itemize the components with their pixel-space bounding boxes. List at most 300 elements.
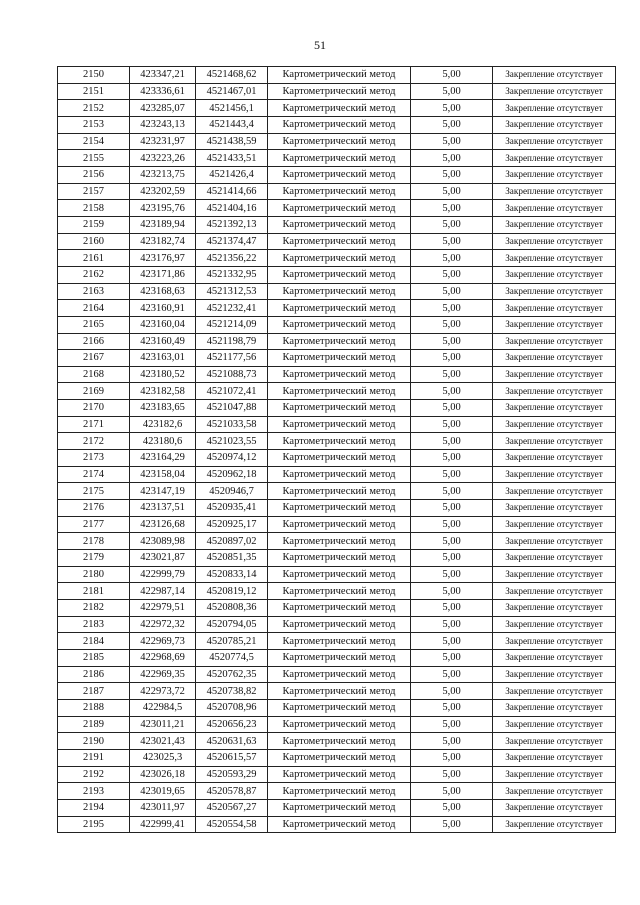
fixing-description-cell: Закрепление отсутствует <box>493 200 616 217</box>
x-coordinate-cell: 423021,43 <box>130 733 196 750</box>
x-coordinate-cell: 422973,72 <box>130 683 196 700</box>
fixing-description-cell: Закрепление отсутствует <box>493 483 616 500</box>
table-row <box>58 183 616 200</box>
fixing-description-cell: Закрепление отсутствует <box>493 799 616 816</box>
y-coordinate-cell: 4520925,17 <box>196 516 268 533</box>
y-coordinate-cell: 4520785,21 <box>196 633 268 650</box>
fixing-description-cell: Закрепление отсутствует <box>493 383 616 400</box>
method-cell: Картометрический метод <box>268 116 411 133</box>
table-row <box>58 450 616 467</box>
method-cell: Картометрический метод <box>268 766 411 783</box>
x-coordinate-cell: 423163,01 <box>130 350 196 367</box>
accuracy-cell: 5,00 <box>411 400 493 417</box>
y-coordinate-cell: 4520774,5 <box>196 649 268 666</box>
accuracy-cell: 5,00 <box>411 200 493 217</box>
table-row <box>58 533 616 550</box>
point-number-cell: 2152 <box>58 100 130 117</box>
table-row <box>58 433 616 450</box>
point-number-cell: 2157 <box>58 183 130 200</box>
x-coordinate-cell: 423347,21 <box>130 67 196 84</box>
x-coordinate-cell: 423158,04 <box>130 466 196 483</box>
point-number-cell: 2177 <box>58 516 130 533</box>
accuracy-cell: 5,00 <box>411 250 493 267</box>
method-cell: Картометрический метод <box>268 666 411 683</box>
method-cell: Картометрический метод <box>268 500 411 517</box>
x-coordinate-cell: 423019,65 <box>130 783 196 800</box>
fixing-description-cell: Закрепление отсутствует <box>493 216 616 233</box>
point-number-cell: 2162 <box>58 266 130 283</box>
accuracy-cell: 5,00 <box>411 799 493 816</box>
x-coordinate-cell: 423025,3 <box>130 749 196 766</box>
y-coordinate-cell: 4520946,7 <box>196 483 268 500</box>
method-cell: Картометрический метод <box>268 150 411 167</box>
y-coordinate-cell: 4521023,55 <box>196 433 268 450</box>
point-number-cell: 2151 <box>58 83 130 100</box>
accuracy-cell: 5,00 <box>411 483 493 500</box>
point-number-cell: 2191 <box>58 749 130 766</box>
y-coordinate-cell: 4521443,4 <box>196 116 268 133</box>
fixing-description-cell: Закрепление отсутствует <box>493 416 616 433</box>
table-row <box>58 550 616 567</box>
fixing-description-cell: Закрепление отсутствует <box>493 649 616 666</box>
accuracy-cell: 5,00 <box>411 649 493 666</box>
table-row <box>58 699 616 716</box>
y-coordinate-cell: 4520819,12 <box>196 583 268 600</box>
fixing-description-cell: Закрепление отсутствует <box>493 333 616 350</box>
x-coordinate-cell: 422979,51 <box>130 600 196 617</box>
table-row <box>58 466 616 483</box>
fixing-description-cell: Закрепление отсутствует <box>493 83 616 100</box>
accuracy-cell: 5,00 <box>411 216 493 233</box>
table-row <box>58 616 616 633</box>
x-coordinate-cell: 422987,14 <box>130 583 196 600</box>
y-coordinate-cell: 4520974,12 <box>196 450 268 467</box>
y-coordinate-cell: 4521332,95 <box>196 266 268 283</box>
method-cell: Картометрический метод <box>268 550 411 567</box>
fixing-description-cell: Закрепление отсутствует <box>493 699 616 716</box>
table-row <box>58 166 616 183</box>
accuracy-cell: 5,00 <box>411 100 493 117</box>
point-number-cell: 2168 <box>58 366 130 383</box>
y-coordinate-cell: 4520851,35 <box>196 550 268 567</box>
point-number-cell: 2187 <box>58 683 130 700</box>
y-coordinate-cell: 4521033,58 <box>196 416 268 433</box>
accuracy-cell: 5,00 <box>411 266 493 283</box>
table-row <box>58 799 616 816</box>
x-coordinate-cell: 423171,86 <box>130 266 196 283</box>
y-coordinate-cell: 4520567,27 <box>196 799 268 816</box>
fixing-description-cell: Закрепление отсутствует <box>493 166 616 183</box>
x-coordinate-cell: 423021,87 <box>130 550 196 567</box>
table-row <box>58 83 616 100</box>
point-number-cell: 2171 <box>58 416 130 433</box>
table-row <box>58 783 616 800</box>
table-row <box>58 233 616 250</box>
method-cell: Картометрический метод <box>268 649 411 666</box>
method-cell: Картометрический метод <box>268 483 411 500</box>
method-cell: Картометрический метод <box>268 799 411 816</box>
point-number-cell: 2181 <box>58 583 130 600</box>
x-coordinate-cell: 422972,32 <box>130 616 196 633</box>
fixing-description-cell: Закрепление отсутствует <box>493 433 616 450</box>
x-coordinate-cell: 423137,51 <box>130 500 196 517</box>
method-cell: Картометрический метод <box>268 300 411 317</box>
x-coordinate-cell: 423182,6 <box>130 416 196 433</box>
table-row <box>58 766 616 783</box>
table-row <box>58 566 616 583</box>
table-row <box>58 67 616 84</box>
y-coordinate-cell: 4521198,79 <box>196 333 268 350</box>
method-cell: Картометрический метод <box>268 816 411 833</box>
method-cell: Картометрический метод <box>268 600 411 617</box>
fixing-description-cell: Закрепление отсутствует <box>493 600 616 617</box>
x-coordinate-cell: 422999,41 <box>130 816 196 833</box>
point-number-cell: 2190 <box>58 733 130 750</box>
fixing-description-cell: Закрепление отсутствует <box>493 749 616 766</box>
y-coordinate-cell: 4520593,29 <box>196 766 268 783</box>
accuracy-cell: 5,00 <box>411 783 493 800</box>
accuracy-cell: 5,00 <box>411 150 493 167</box>
table-row <box>58 416 616 433</box>
method-cell: Картометрический метод <box>268 683 411 700</box>
x-coordinate-cell: 422969,73 <box>130 633 196 650</box>
fixing-description-cell: Закрепление отсутствует <box>493 683 616 700</box>
method-cell: Картометрический метод <box>268 350 411 367</box>
accuracy-cell: 5,00 <box>411 716 493 733</box>
table-row <box>58 100 616 117</box>
x-coordinate-cell: 423126,68 <box>130 516 196 533</box>
fixing-description-cell: Закрепление отсутствует <box>493 233 616 250</box>
table-row <box>58 749 616 766</box>
x-coordinate-cell: 423213,75 <box>130 166 196 183</box>
y-coordinate-cell: 4521214,09 <box>196 316 268 333</box>
accuracy-cell: 5,00 <box>411 533 493 550</box>
point-number-cell: 2153 <box>58 116 130 133</box>
method-cell: Картометрический метод <box>268 716 411 733</box>
x-coordinate-cell: 423336,61 <box>130 83 196 100</box>
point-number-cell: 2174 <box>58 466 130 483</box>
y-coordinate-cell: 4521392,13 <box>196 216 268 233</box>
table-row <box>58 649 616 666</box>
fixing-description-cell: Закрепление отсутствует <box>493 783 616 800</box>
x-coordinate-cell: 423147,19 <box>130 483 196 500</box>
point-number-cell: 2170 <box>58 400 130 417</box>
x-coordinate-cell: 422969,35 <box>130 666 196 683</box>
method-cell: Картометрический метод <box>268 333 411 350</box>
y-coordinate-cell: 4520935,41 <box>196 500 268 517</box>
y-coordinate-cell: 4520554,58 <box>196 816 268 833</box>
y-coordinate-cell: 4521467,01 <box>196 83 268 100</box>
method-cell: Картометрический метод <box>268 433 411 450</box>
point-number-cell: 2163 <box>58 283 130 300</box>
accuracy-cell: 5,00 <box>411 83 493 100</box>
accuracy-cell: 5,00 <box>411 633 493 650</box>
method-cell: Картометрический метод <box>268 216 411 233</box>
y-coordinate-cell: 4521438,59 <box>196 133 268 150</box>
x-coordinate-cell: 423180,52 <box>130 366 196 383</box>
x-coordinate-cell: 423176,97 <box>130 250 196 267</box>
accuracy-cell: 5,00 <box>411 416 493 433</box>
method-cell: Картометрический метод <box>268 67 411 84</box>
method-cell: Картометрический метод <box>268 516 411 533</box>
method-cell: Картометрический метод <box>268 166 411 183</box>
fixing-description-cell: Закрепление отсутствует <box>493 300 616 317</box>
accuracy-cell: 5,00 <box>411 383 493 400</box>
method-cell: Картометрический метод <box>268 566 411 583</box>
method-cell: Картометрический метод <box>268 83 411 100</box>
method-cell: Картометрический метод <box>268 183 411 200</box>
y-coordinate-cell: 4521232,41 <box>196 300 268 317</box>
accuracy-cell: 5,00 <box>411 583 493 600</box>
fixing-description-cell: Закрепление отсутствует <box>493 350 616 367</box>
point-number-cell: 2160 <box>58 233 130 250</box>
point-number-cell: 2186 <box>58 666 130 683</box>
accuracy-cell: 5,00 <box>411 500 493 517</box>
accuracy-cell: 5,00 <box>411 366 493 383</box>
point-number-cell: 2166 <box>58 333 130 350</box>
method-cell: Картометрический метод <box>268 133 411 150</box>
point-number-cell: 2172 <box>58 433 130 450</box>
fixing-description-cell: Закрепление отсутствует <box>493 133 616 150</box>
y-coordinate-cell: 4520962,18 <box>196 466 268 483</box>
accuracy-cell: 5,00 <box>411 283 493 300</box>
table-row <box>58 600 616 617</box>
accuracy-cell: 5,00 <box>411 666 493 683</box>
method-cell: Картометрический метод <box>268 749 411 766</box>
fixing-description-cell: Закрепление отсутствует <box>493 450 616 467</box>
point-number-cell: 2155 <box>58 150 130 167</box>
point-number-cell: 2179 <box>58 550 130 567</box>
method-cell: Картометрический метод <box>268 633 411 650</box>
table-row <box>58 200 616 217</box>
point-number-cell: 2182 <box>58 600 130 617</box>
accuracy-cell: 5,00 <box>411 316 493 333</box>
method-cell: Картометрический метод <box>268 283 411 300</box>
page-number: 51 <box>314 38 326 52</box>
x-coordinate-cell: 423089,98 <box>130 533 196 550</box>
point-number-cell: 2189 <box>58 716 130 733</box>
y-coordinate-cell: 4520656,23 <box>196 716 268 733</box>
fixing-description-cell: Закрепление отсутствует <box>493 616 616 633</box>
fixing-description-cell: Закрепление отсутствует <box>493 150 616 167</box>
accuracy-cell: 5,00 <box>411 133 493 150</box>
point-number-cell: 2175 <box>58 483 130 500</box>
point-number-cell: 2159 <box>58 216 130 233</box>
point-number-cell: 2183 <box>58 616 130 633</box>
accuracy-cell: 5,00 <box>411 433 493 450</box>
point-number-cell: 2178 <box>58 533 130 550</box>
x-coordinate-cell: 423195,76 <box>130 200 196 217</box>
x-coordinate-cell: 423160,91 <box>130 300 196 317</box>
accuracy-cell: 5,00 <box>411 516 493 533</box>
table-row <box>58 333 616 350</box>
fixing-description-cell: Закрепление отсутствует <box>493 316 616 333</box>
x-coordinate-cell: 423243,13 <box>130 116 196 133</box>
y-coordinate-cell: 4521404,16 <box>196 200 268 217</box>
fixing-description-cell: Закрепление отсутствует <box>493 516 616 533</box>
method-cell: Картометрический метод <box>268 316 411 333</box>
y-coordinate-cell: 4521088,73 <box>196 366 268 383</box>
table-row <box>58 683 616 700</box>
table-row <box>58 400 616 417</box>
y-coordinate-cell: 4521356,22 <box>196 250 268 267</box>
accuracy-cell: 5,00 <box>411 699 493 716</box>
table-row <box>58 116 616 133</box>
table-row <box>58 300 616 317</box>
y-coordinate-cell: 4520738,82 <box>196 683 268 700</box>
fixing-description-cell: Закрепление отсутствует <box>493 366 616 383</box>
table-row <box>58 366 616 383</box>
x-coordinate-cell: 423160,49 <box>130 333 196 350</box>
y-coordinate-cell: 4520762,35 <box>196 666 268 683</box>
x-coordinate-cell: 423160,04 <box>130 316 196 333</box>
fixing-description-cell: Закрепление отсутствует <box>493 550 616 567</box>
point-number-cell: 2158 <box>58 200 130 217</box>
fixing-description-cell: Закрепление отсутствует <box>493 67 616 84</box>
point-number-cell: 2156 <box>58 166 130 183</box>
method-cell: Картометрический метод <box>268 250 411 267</box>
accuracy-cell: 5,00 <box>411 550 493 567</box>
fixing-description-cell: Закрепление отсутствует <box>493 666 616 683</box>
point-number-cell: 2164 <box>58 300 130 317</box>
method-cell: Картометрический метод <box>268 200 411 217</box>
y-coordinate-cell: 4521072,41 <box>196 383 268 400</box>
x-coordinate-cell: 422984,5 <box>130 699 196 716</box>
accuracy-cell: 5,00 <box>411 350 493 367</box>
fixing-description-cell: Закрепление отсутствует <box>493 266 616 283</box>
point-number-cell: 2154 <box>58 133 130 150</box>
table-row <box>58 133 616 150</box>
x-coordinate-cell: 423182,74 <box>130 233 196 250</box>
table-row <box>58 583 616 600</box>
accuracy-cell: 5,00 <box>411 466 493 483</box>
method-cell: Картометрический метод <box>268 616 411 633</box>
accuracy-cell: 5,00 <box>411 566 493 583</box>
fixing-description-cell: Закрепление отсутствует <box>493 816 616 833</box>
y-coordinate-cell: 4520808,36 <box>196 600 268 617</box>
fixing-description-cell: Закрепление отсутствует <box>493 400 616 417</box>
method-cell: Картометрический метод <box>268 466 411 483</box>
accuracy-cell: 5,00 <box>411 300 493 317</box>
table-row <box>58 633 616 650</box>
y-coordinate-cell: 4520631,63 <box>196 733 268 750</box>
accuracy-cell: 5,00 <box>411 333 493 350</box>
x-coordinate-cell: 422999,79 <box>130 566 196 583</box>
method-cell: Картометрический метод <box>268 583 411 600</box>
x-coordinate-cell: 423223,26 <box>130 150 196 167</box>
point-number-cell: 2150 <box>58 67 130 84</box>
y-coordinate-cell: 4521433,51 <box>196 150 268 167</box>
x-coordinate-cell: 423164,29 <box>130 450 196 467</box>
point-number-cell: 2192 <box>58 766 130 783</box>
table-row <box>58 666 616 683</box>
point-number-cell: 2161 <box>58 250 130 267</box>
table-row <box>58 733 616 750</box>
point-number-cell: 2193 <box>58 783 130 800</box>
method-cell: Картометрический метод <box>268 266 411 283</box>
fixing-description-cell: Закрепление отсутствует <box>493 766 616 783</box>
method-cell: Картометрический метод <box>268 699 411 716</box>
table-row <box>58 350 616 367</box>
accuracy-cell: 5,00 <box>411 183 493 200</box>
x-coordinate-cell: 423182,58 <box>130 383 196 400</box>
x-coordinate-cell: 423285,07 <box>130 100 196 117</box>
point-number-cell: 2184 <box>58 633 130 650</box>
table-row <box>58 150 616 167</box>
fixing-description-cell: Закрепление отсутствует <box>493 500 616 517</box>
x-coordinate-cell: 423011,97 <box>130 799 196 816</box>
method-cell: Картометрический метод <box>268 783 411 800</box>
accuracy-cell: 5,00 <box>411 683 493 700</box>
x-coordinate-cell: 422968,69 <box>130 649 196 666</box>
x-coordinate-cell: 423189,94 <box>130 216 196 233</box>
table-row <box>58 216 616 233</box>
method-cell: Картометрический метод <box>268 366 411 383</box>
accuracy-cell: 5,00 <box>411 766 493 783</box>
coordinates-table <box>57 66 616 833</box>
x-coordinate-cell: 423231,97 <box>130 133 196 150</box>
y-coordinate-cell: 4521414,66 <box>196 183 268 200</box>
point-number-cell: 2194 <box>58 799 130 816</box>
y-coordinate-cell: 4521177,56 <box>196 350 268 367</box>
table-row <box>58 283 616 300</box>
method-cell: Картометрический метод <box>268 100 411 117</box>
table-row <box>58 716 616 733</box>
table-row <box>58 516 616 533</box>
fixing-description-cell: Закрепление отсутствует <box>493 566 616 583</box>
y-coordinate-cell: 4520897,02 <box>196 533 268 550</box>
point-number-cell: 2169 <box>58 383 130 400</box>
y-coordinate-cell: 4521426,4 <box>196 166 268 183</box>
fixing-description-cell: Закрепление отсутствует <box>493 100 616 117</box>
method-cell: Картометрический метод <box>268 233 411 250</box>
table-row <box>58 500 616 517</box>
fixing-description-cell: Закрепление отсутствует <box>493 583 616 600</box>
x-coordinate-cell: 423202,59 <box>130 183 196 200</box>
table-row <box>58 483 616 500</box>
y-coordinate-cell: 4521456,1 <box>196 100 268 117</box>
fixing-description-cell: Закрепление отсутствует <box>493 716 616 733</box>
point-number-cell: 2180 <box>58 566 130 583</box>
x-coordinate-cell: 423026,18 <box>130 766 196 783</box>
y-coordinate-cell: 4521312,53 <box>196 283 268 300</box>
y-coordinate-cell: 4521468,62 <box>196 67 268 84</box>
table-row <box>58 316 616 333</box>
method-cell: Картометрический метод <box>268 733 411 750</box>
point-number-cell: 2176 <box>58 500 130 517</box>
table-body <box>58 67 616 833</box>
accuracy-cell: 5,00 <box>411 733 493 750</box>
accuracy-cell: 5,00 <box>411 816 493 833</box>
y-coordinate-cell: 4520615,57 <box>196 749 268 766</box>
accuracy-cell: 5,00 <box>411 749 493 766</box>
table-row <box>58 816 616 833</box>
y-coordinate-cell: 4520708,96 <box>196 699 268 716</box>
point-number-cell: 2195 <box>58 816 130 833</box>
method-cell: Картометрический метод <box>268 450 411 467</box>
fixing-description-cell: Закрепление отсутствует <box>493 283 616 300</box>
x-coordinate-cell: 423011,21 <box>130 716 196 733</box>
method-cell: Картометрический метод <box>268 416 411 433</box>
y-coordinate-cell: 4521047,88 <box>196 400 268 417</box>
table-row <box>58 250 616 267</box>
y-coordinate-cell: 4520833,14 <box>196 566 268 583</box>
point-number-cell: 2173 <box>58 450 130 467</box>
accuracy-cell: 5,00 <box>411 116 493 133</box>
method-cell: Картометрический метод <box>268 533 411 550</box>
y-coordinate-cell: 4521374,47 <box>196 233 268 250</box>
accuracy-cell: 5,00 <box>411 600 493 617</box>
